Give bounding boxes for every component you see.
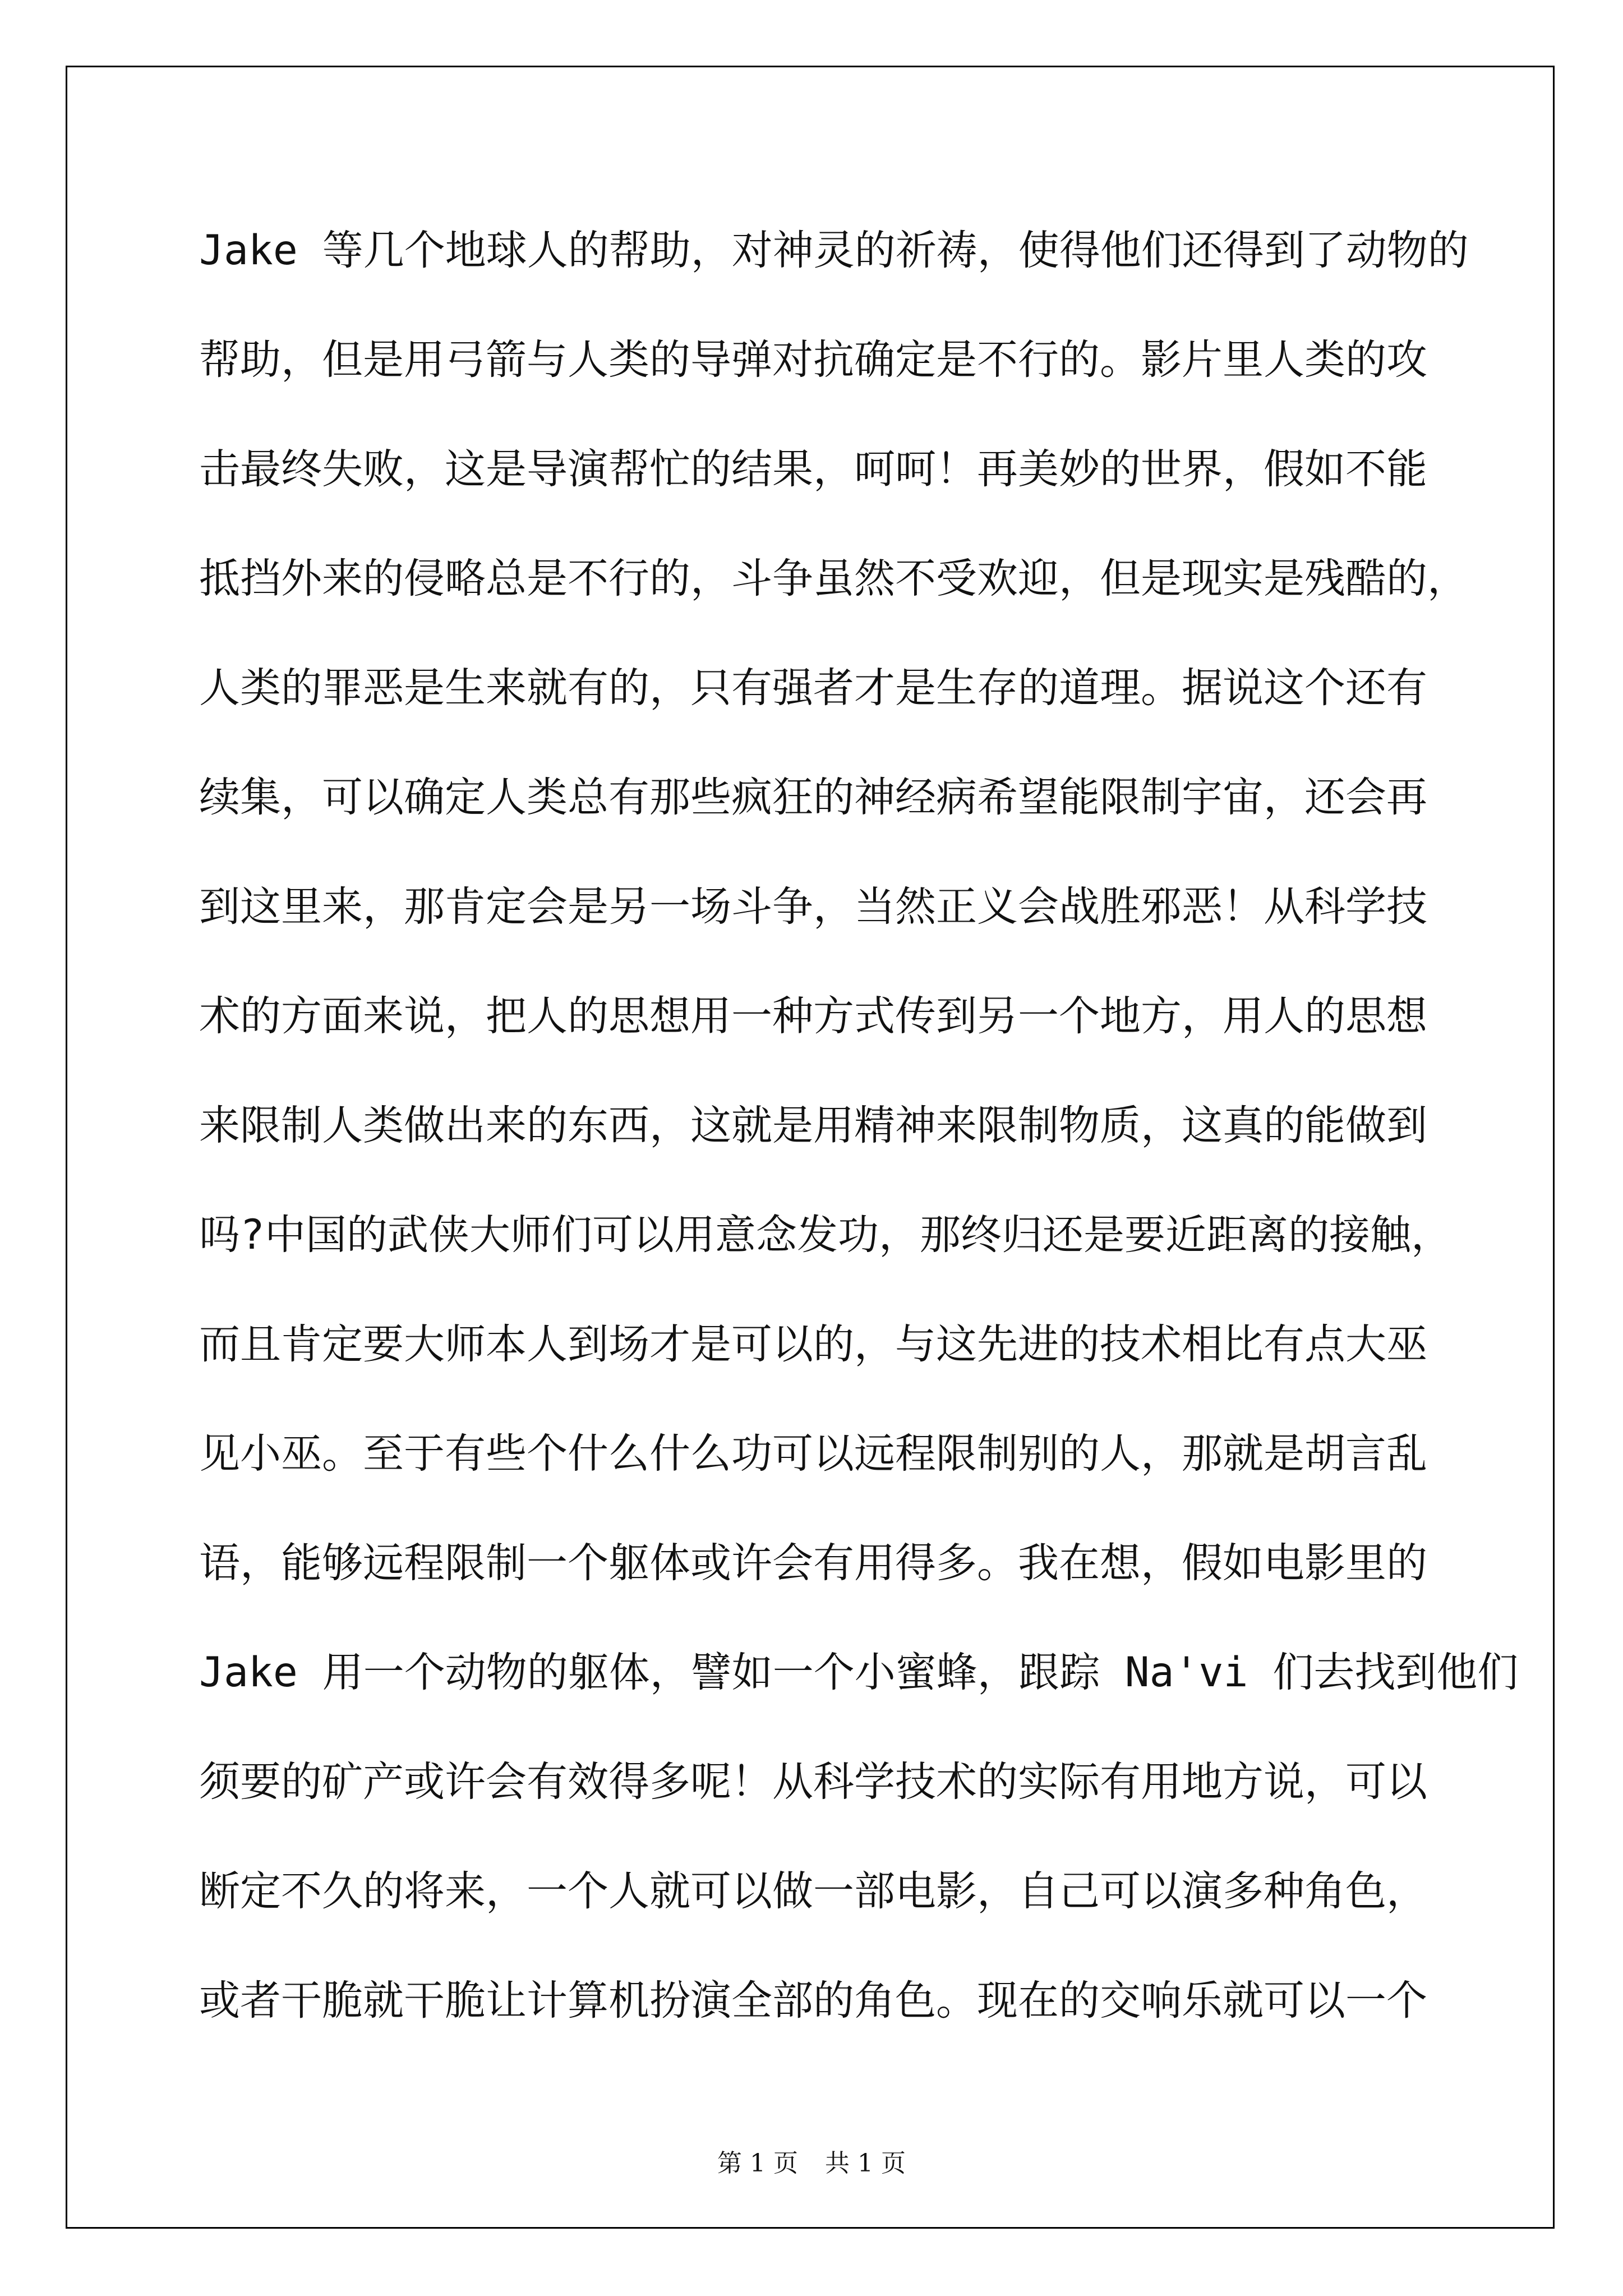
text-line: 来限制人类做出来的东西，这就是用精神来限制物质，这真的能做到 [199,1102,1427,1149]
text-line: 续集，可以确定人类总有那些疯狂的神经病希望能限制宇宙，还会再 [199,774,1427,821]
text-line: 击最终失败，这是导演帮忙的结果，呵呵！再美妙的世界，假如不能 [199,445,1427,493]
text-line: 见小巫。至于有些个什么什么功可以远程限制别的人，那就是胡言乱 [199,1430,1427,1478]
text-line: 断定不久的将来，一个人就可以做一部电影，自己可以演多种角色， [199,1867,1427,1915]
text-line: 吗?中国的武侠大师们可以用意念发功，那终归还是要近距离的接触， [199,1211,1452,1259]
text-line: Jake 用一个动物的躯体，譬如一个小蜜蜂，跟踪 Na'vi 们去找到他们 [199,1649,1519,1696]
text-line: 须要的矿产或许会有效得多呢！从科学技术的实际有用地方说，可以 [199,1758,1427,1806]
text-line: 抵挡外来的侵略总是不行的，斗争虽然不受欢迎，但是现实是残酷的， [199,555,1468,602]
text-line: 术的方面来说，把人的思想用一种方式传到另一个地方，用人的思想 [199,992,1427,1040]
text-line: 到这里来，那肯定会是另一场斗争，当然正义会战胜邪恶！从科学技 [199,883,1427,931]
text-line: 人类的罪恶是生来就有的，只有强者才是生存的道理。据说这个还有 [199,664,1427,712]
text-line: 而且肯定要大师本人到场才是可以的，与这先进的技术相比有点大巫 [199,1320,1427,1368]
text-line: 或者干脆就干脆让计算机扮演全部的角色。现在的交响乐就可以一个 [199,1977,1427,2024]
page-total: 共 1 页 [825,2149,906,2178]
document-body [199,209,1519,2068]
text-line: 语，能够远程限制一个躯体或许会有用得多。我在想，假如电影里的 [199,1539,1427,1587]
text-line: 帮助，但是用弓箭与人类的导弹对抗确定是不行的。影片里人类的攻 [199,336,1427,384]
text-line: Jake 等几个地球人的帮助，对神灵的祈祷，使得他们还得到了动物的 [199,227,1469,274]
page-number: 第 1 页 [717,2149,798,2178]
page-footer [0,2143,1623,2179]
